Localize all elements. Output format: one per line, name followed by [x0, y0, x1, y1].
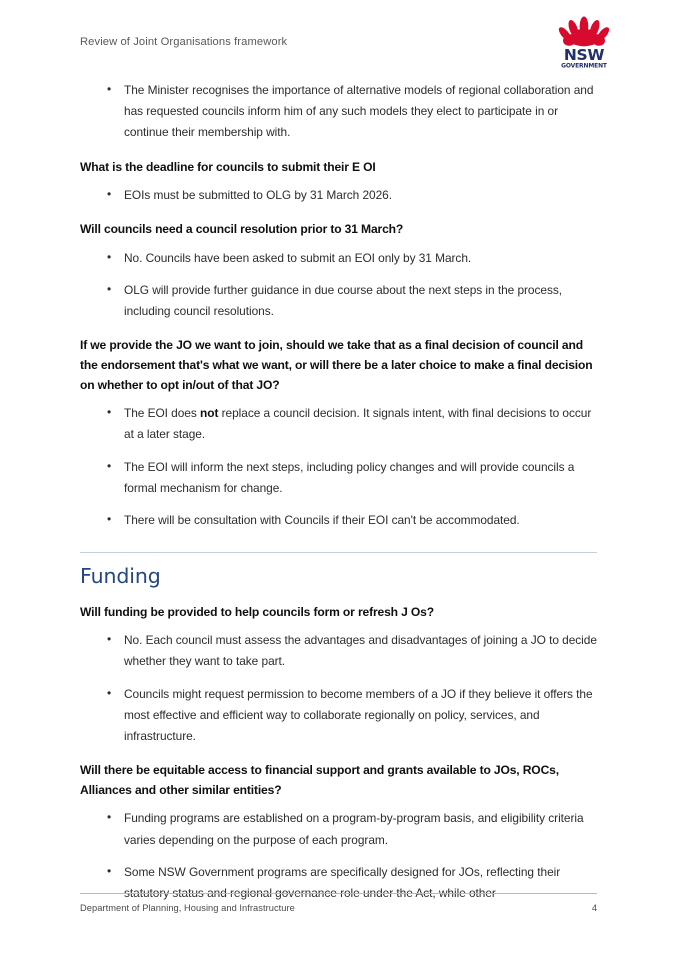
qa-block-final-decision — [80, 336, 597, 531]
list-item: • The EOI will inform the next steps, including policy changes and will provide councils a formal mechanism for change. — [80, 457, 597, 499]
section-title-funding: Funding — [80, 564, 161, 589]
question-heading: If we provide the JO we want to join, should we take that as a final decision of council and the endorsement that's what we want, or will there be a later choice to make a final decision on whether to opt in/out of that JO? — [80, 338, 593, 392]
question-heading: Will there be equitable access to financial support and grants available to JOs, ROCs, Alliances and other similar entities? — [80, 763, 559, 797]
list-item-text-post: replace a council decision. It signals intent, with final decisions to occur at a later stage. — [124, 406, 592, 442]
page-header — [80, 14, 615, 76]
list-item-text-pre: The EOI does — [124, 406, 201, 421]
qa-block-funding-provided — [80, 603, 597, 748]
svg-text:GOVERNMENT: GOVERNMENT — [561, 62, 607, 70]
qa-block-equitable-access — [80, 761, 597, 904]
question-heading: Will funding be provided to help councils form or refresh J Os? — [80, 604, 434, 619]
intro-bullet-block — [80, 80, 597, 144]
page-footer — [80, 893, 597, 913]
bullet-list — [80, 630, 597, 747]
footer-divider — [80, 893, 597, 894]
bullet-list — [80, 248, 597, 323]
list-item-emphasis: not — [200, 406, 219, 421]
bullet-list — [80, 808, 597, 904]
list-item: • The Minister recognises the importance of alternative models of regional collaboration and has requested councils inform him of any such models they elect to participate in or continue their membership with. — [80, 80, 597, 144]
list-item: • Some NSW Government programs are specifically designed for JOs, reflecting their statutory status and regional governance role under the Act, while other — [80, 862, 597, 904]
qa-block-deadline — [80, 158, 597, 207]
list-item: • EOIs must be submitted to OLG by 31 March 2026. — [80, 185, 597, 206]
qa-block-council-resolution — [80, 220, 597, 322]
header-title: Review of Joint Organisations framework — [80, 36, 288, 48]
list-item: • Councils might request permission to become members of a JO if they believe it offers the most effective and efficient way to collaborate regionally on policy, services, and infrastructure. — [80, 684, 597, 748]
list-item: • No. Each council must assess the advantages and disadvantages of joining a JO to decide whether they want to take part. — [80, 630, 597, 672]
bullet-list — [80, 80, 597, 144]
footer-department-text: Department of Planning, Housing and Infrastructure — [80, 903, 295, 913]
nsw-government-logo-icon — [553, 14, 615, 76]
question-heading: Will councils need a council resolution prior to 31 March? — [80, 222, 404, 237]
footer-page-number: 4 — [591, 903, 597, 913]
list-item: • No. Councils have been asked to submit an EOI only by 31 March. — [80, 248, 597, 269]
list-item: • Funding programs are established on a program-by-program basis, and eligibility criteria varies depending on the purpose of each program. — [80, 808, 597, 850]
bullet-list — [80, 185, 597, 206]
list-item — [80, 403, 597, 445]
document-body — [80, 80, 597, 906]
bullet-list — [80, 403, 597, 531]
list-item: • OLG will provide further guidance in due course about the next steps in the process, including council resolutions. — [80, 280, 597, 322]
section-divider — [80, 552, 597, 553]
question-heading: What is the deadline for councils to submit their E OI — [80, 159, 376, 174]
svg-text:NSW: NSW — [563, 45, 605, 64]
list-item: • There will be consultation with Councils if their EOI can't be accommodated. — [80, 510, 597, 531]
